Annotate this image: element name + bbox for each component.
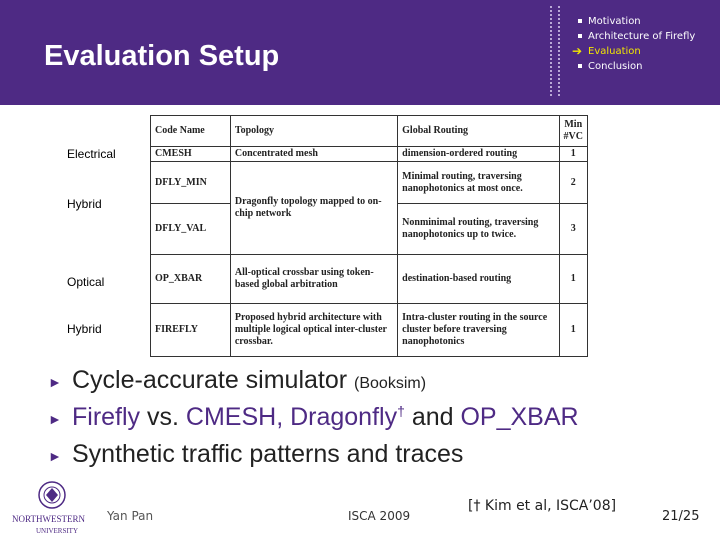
header-min-vc: Min #VC [559,116,587,147]
dotted-divider [550,6,560,96]
header-code-name: Code Name [151,116,231,147]
header-topology: Topology [230,116,397,147]
triangle-bullet-icon: ► [48,411,62,427]
nav-item-conclusion[interactable]: Conclusion [576,59,695,74]
footer-citation: [† Kim et al, ISCA’08] [468,498,617,514]
nav-item-architecture[interactable]: Architecture of Firefly [576,29,695,44]
cell-vc: 1 [559,146,587,161]
cell-code: DFLY_VAL [151,204,231,255]
cell-vc: 1 [559,255,587,304]
slide-title: Evaluation Setup [44,40,280,72]
side-label-optical: Optical [67,275,105,289]
square-bullet-icon [578,34,582,38]
cell-topology: Proposed hybrid architecture with multiple logical optical inter-cluster crossbar. [230,304,397,357]
cell-code: OP_XBAR [151,255,231,304]
side-label-electrical: Electrical [67,147,116,161]
triangle-bullet-icon: ► [48,374,62,390]
cell-topology: All-optical crossbar using token-based global arbitration [230,255,397,304]
cell-routing: Minimal routing, traversing nanophotonics at most once. [398,161,559,204]
header-global-routing: Global Routing [398,116,559,147]
cell-code: CMESH [151,146,231,161]
list-item: ► Synthetic traffic patterns and traces [48,436,579,473]
cell-routing: Intra-cluster routing in the source cluster before traversing nanophotonics [398,304,559,357]
table-row [151,255,588,304]
nav-item-motivation[interactable]: Motivation [576,14,695,29]
header-banner [0,0,720,105]
university-logo [12,478,102,538]
logo-text-line2: UNIVERSITY [36,527,78,535]
table-row [151,146,588,161]
page-number: 21/25 [662,509,700,524]
config-table [150,115,588,357]
arrow-right-icon: ➔ [572,44,583,58]
square-bullet-icon [578,64,582,68]
cell-routing: dimension-ordered routing [398,146,559,161]
square-bullet-icon [578,19,582,23]
cell-code: FIREFLY [151,304,231,357]
list-item: ► Cycle-accurate simulator (Booksim) [48,362,579,399]
cell-vc: 1 [559,304,587,357]
cell-topology: Dragonfly topology mapped to on-chip network [230,161,397,255]
nav-item-evaluation[interactable]: ➔ Evaluation [572,44,641,58]
bullet-list [48,362,579,473]
table-header-row [151,116,588,147]
cell-code: DFLY_MIN [151,161,231,204]
footer-venue: ISCA 2009 [348,509,411,523]
list-item: ► Firefly vs. CMESH, Dragonfly† and OP_XBAR [48,399,579,436]
university-seal-icon [12,478,102,538]
logo-text-line1: NORTHWESTERN [12,514,85,524]
triangle-bullet-icon: ► [48,448,62,464]
section-nav [572,14,696,74]
cell-vc: 2 [559,161,587,204]
footer-author: Yan Pan [107,509,154,523]
cell-vc: 3 [559,204,587,255]
cell-routing: destination-based routing [398,255,559,304]
side-label-hybrid: Hybrid [67,197,102,211]
cell-topology: Concentrated mesh [230,146,397,161]
table-row [151,161,588,204]
table-row [151,304,588,357]
side-label-hybrid: Hybrid [67,322,102,336]
cell-routing: Nonminimal routing, traversing nanophotonics up to twice. [398,204,559,255]
